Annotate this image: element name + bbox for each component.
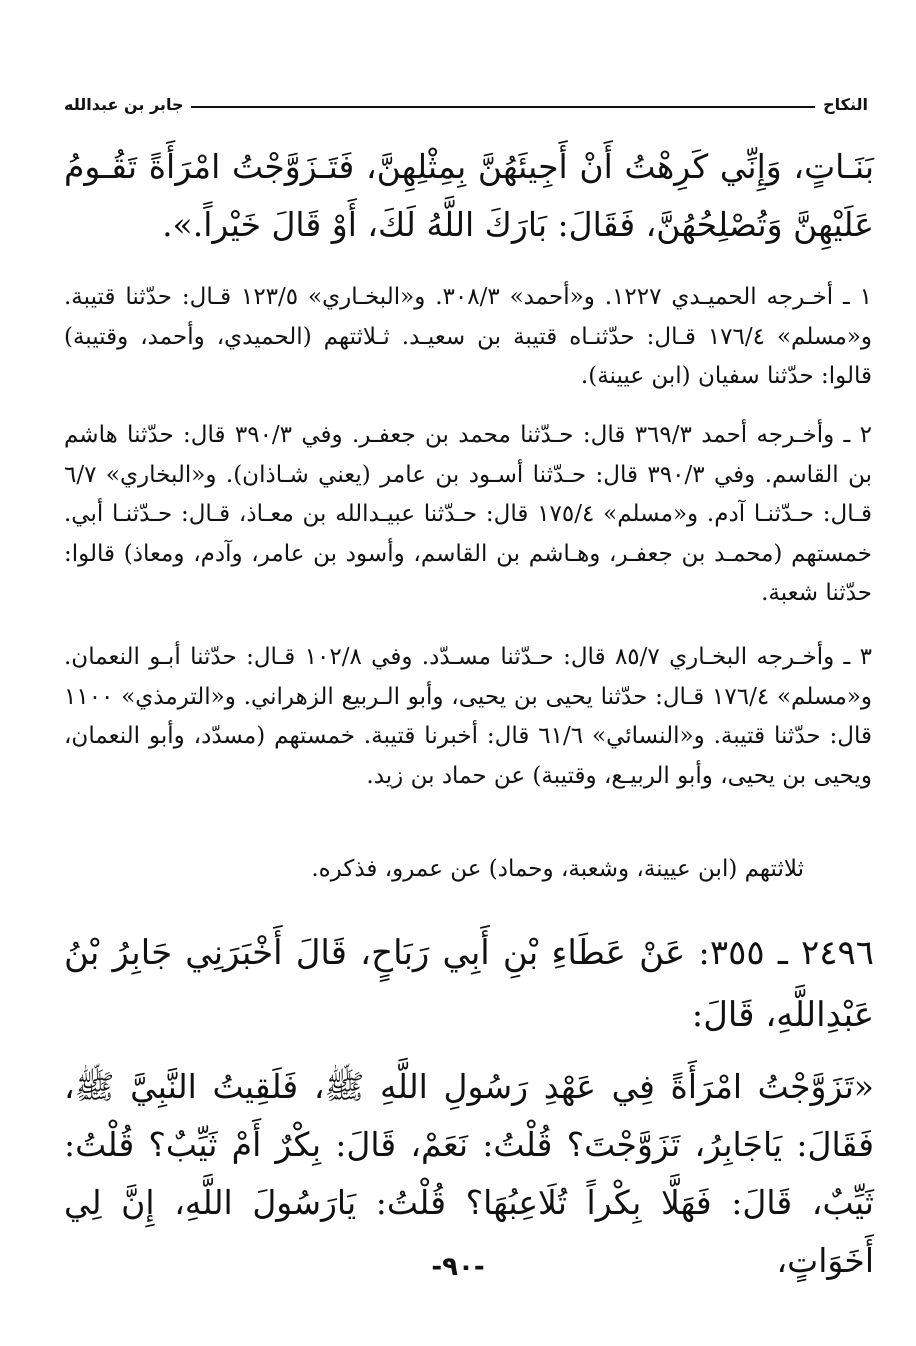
footnote-summary: ثلاثتهم (ابن عيينة، وشعبة، وحماد) عن عمرو، فذكره. [311,856,804,882]
hadith-body: «تَزَوَّجْتُ امْرَأَةً فِي عَهْدِ رَسُولِ اللَّهِ ﷺ، فَلَقِيتُ النَّبِيَّ ﷺ، فَقَالَ: يَاجَابِرُ، تَزَوَّجْتَ؟ قُلْتُ: نَعَمْ، قَالَ: بِكْرٌ أَمْ ثَيِّبٌ؟ قُلْتُ: ثَيِّبٌ، قَالَ: فَهَلَّا بِكْراً تُلَاعِبُهَا؟ قُلْتُ: يَارَسُولَ اللَّهِ، إِنَّ لِي أَخَوَاتٍ، [64,1067,874,1280]
footnote-text: ٢ ـ وأخـرجه أحمد ٣٦٩/٣ قال: حـدّثنا محمد بن جعفـر. وفي ٣٩٠/٣ قال: حدّثنا هاشم بن القاسم. وفي ٣٩٠/٣ قال: حـدّثنا أسـود بن عامر (يعني شـاذان). و«البخاري» ٦/٧ قـال: حـدّثنـا آدم. و«مسلم» ١٧٥/٤ قال: حـدّثنا عبيـدالله بن معـاذ، قـال: حـدّثنـا أبي. خمستهم (محمـد بن جعفـر، وهـاشم بن القاسم، وأسود بن عامر، وآدم، ومعاذ) قالوا: حدّثنا شعبة. [64,422,873,606]
header-rule [191,106,815,108]
footnote-1 [64,278,872,397]
hadith-continuation: بَنَـاتٍ، وَإِنِّي كَرِهْتُ أَنْ أَجِيئَهُنَّ بِمِثْلِهِنَّ، فَتَـزَوَّجْتُ امْرَأَةً تَقُـومُ عَلَيْهِنَّ وَتُصْلِحُهُنَّ، فَقَالَ: بَارَكَ اللَّهُ لَكَ، أَوْ قَالَ خَيْراً.». [64,147,874,244]
section-title: جابر بن عبدالله [64,94,184,114]
footnote-text: ١ ـ أخـرجه الحميـدي ١٢٢٧. و«أحمد» ٣٠٨/٣. و«البخـاري» ١٢٣/٥ قـال: حدّثنا قتيبة. و«مسلم» ١٧٦/٤ قـال: حدّثنـاه قتيبة بن سعيـد. ثـلاثتهم (الحميدي، وأحمد، وقتيبة) قالوا: حدّثنا سفيان (ابن عيينة). [64,284,872,389]
footnote-3 [64,638,872,796]
hadith-heading: ٢٤٩٦ ـ ٣٥٥: عَنْ عَطَاءِ بْنِ أَبِي رَبَاحٍ، قَالَ أَخْبَرَنِي جَابِرُ بْنُ عَبْدِاللَّهِ، قَالَ: [64,933,874,1035]
chapter-title: النكاح [823,94,868,114]
page-number: -٩٠- [431,1252,485,1282]
running-header [64,92,868,116]
footnote-text: ٣ ـ وأخـرجه البخـاري ٨٥/٧ قال: حـدّثنا مسـدّد. وفي ١٠٢/٨ قـال: حدّثنا أبـو النعمان. و«مسلم» ١٧٦/٤ قـال: حدّثنا يحيى بن يحيى، وأبو الـربيع الزهراني. و«الترمذي» ١١٠٠ قال: حدّثنا قتيبة. و«النسائي» ٦١/٦ قال: أخبرنا قتيبة. خمستهم (مسدّد، وأبو النعمان، ويحيى بن يحيى، وأبو الربيـع، وقتيبة) عن حماد بن زيد. [64,644,873,789]
footnote-2 [64,416,872,614]
